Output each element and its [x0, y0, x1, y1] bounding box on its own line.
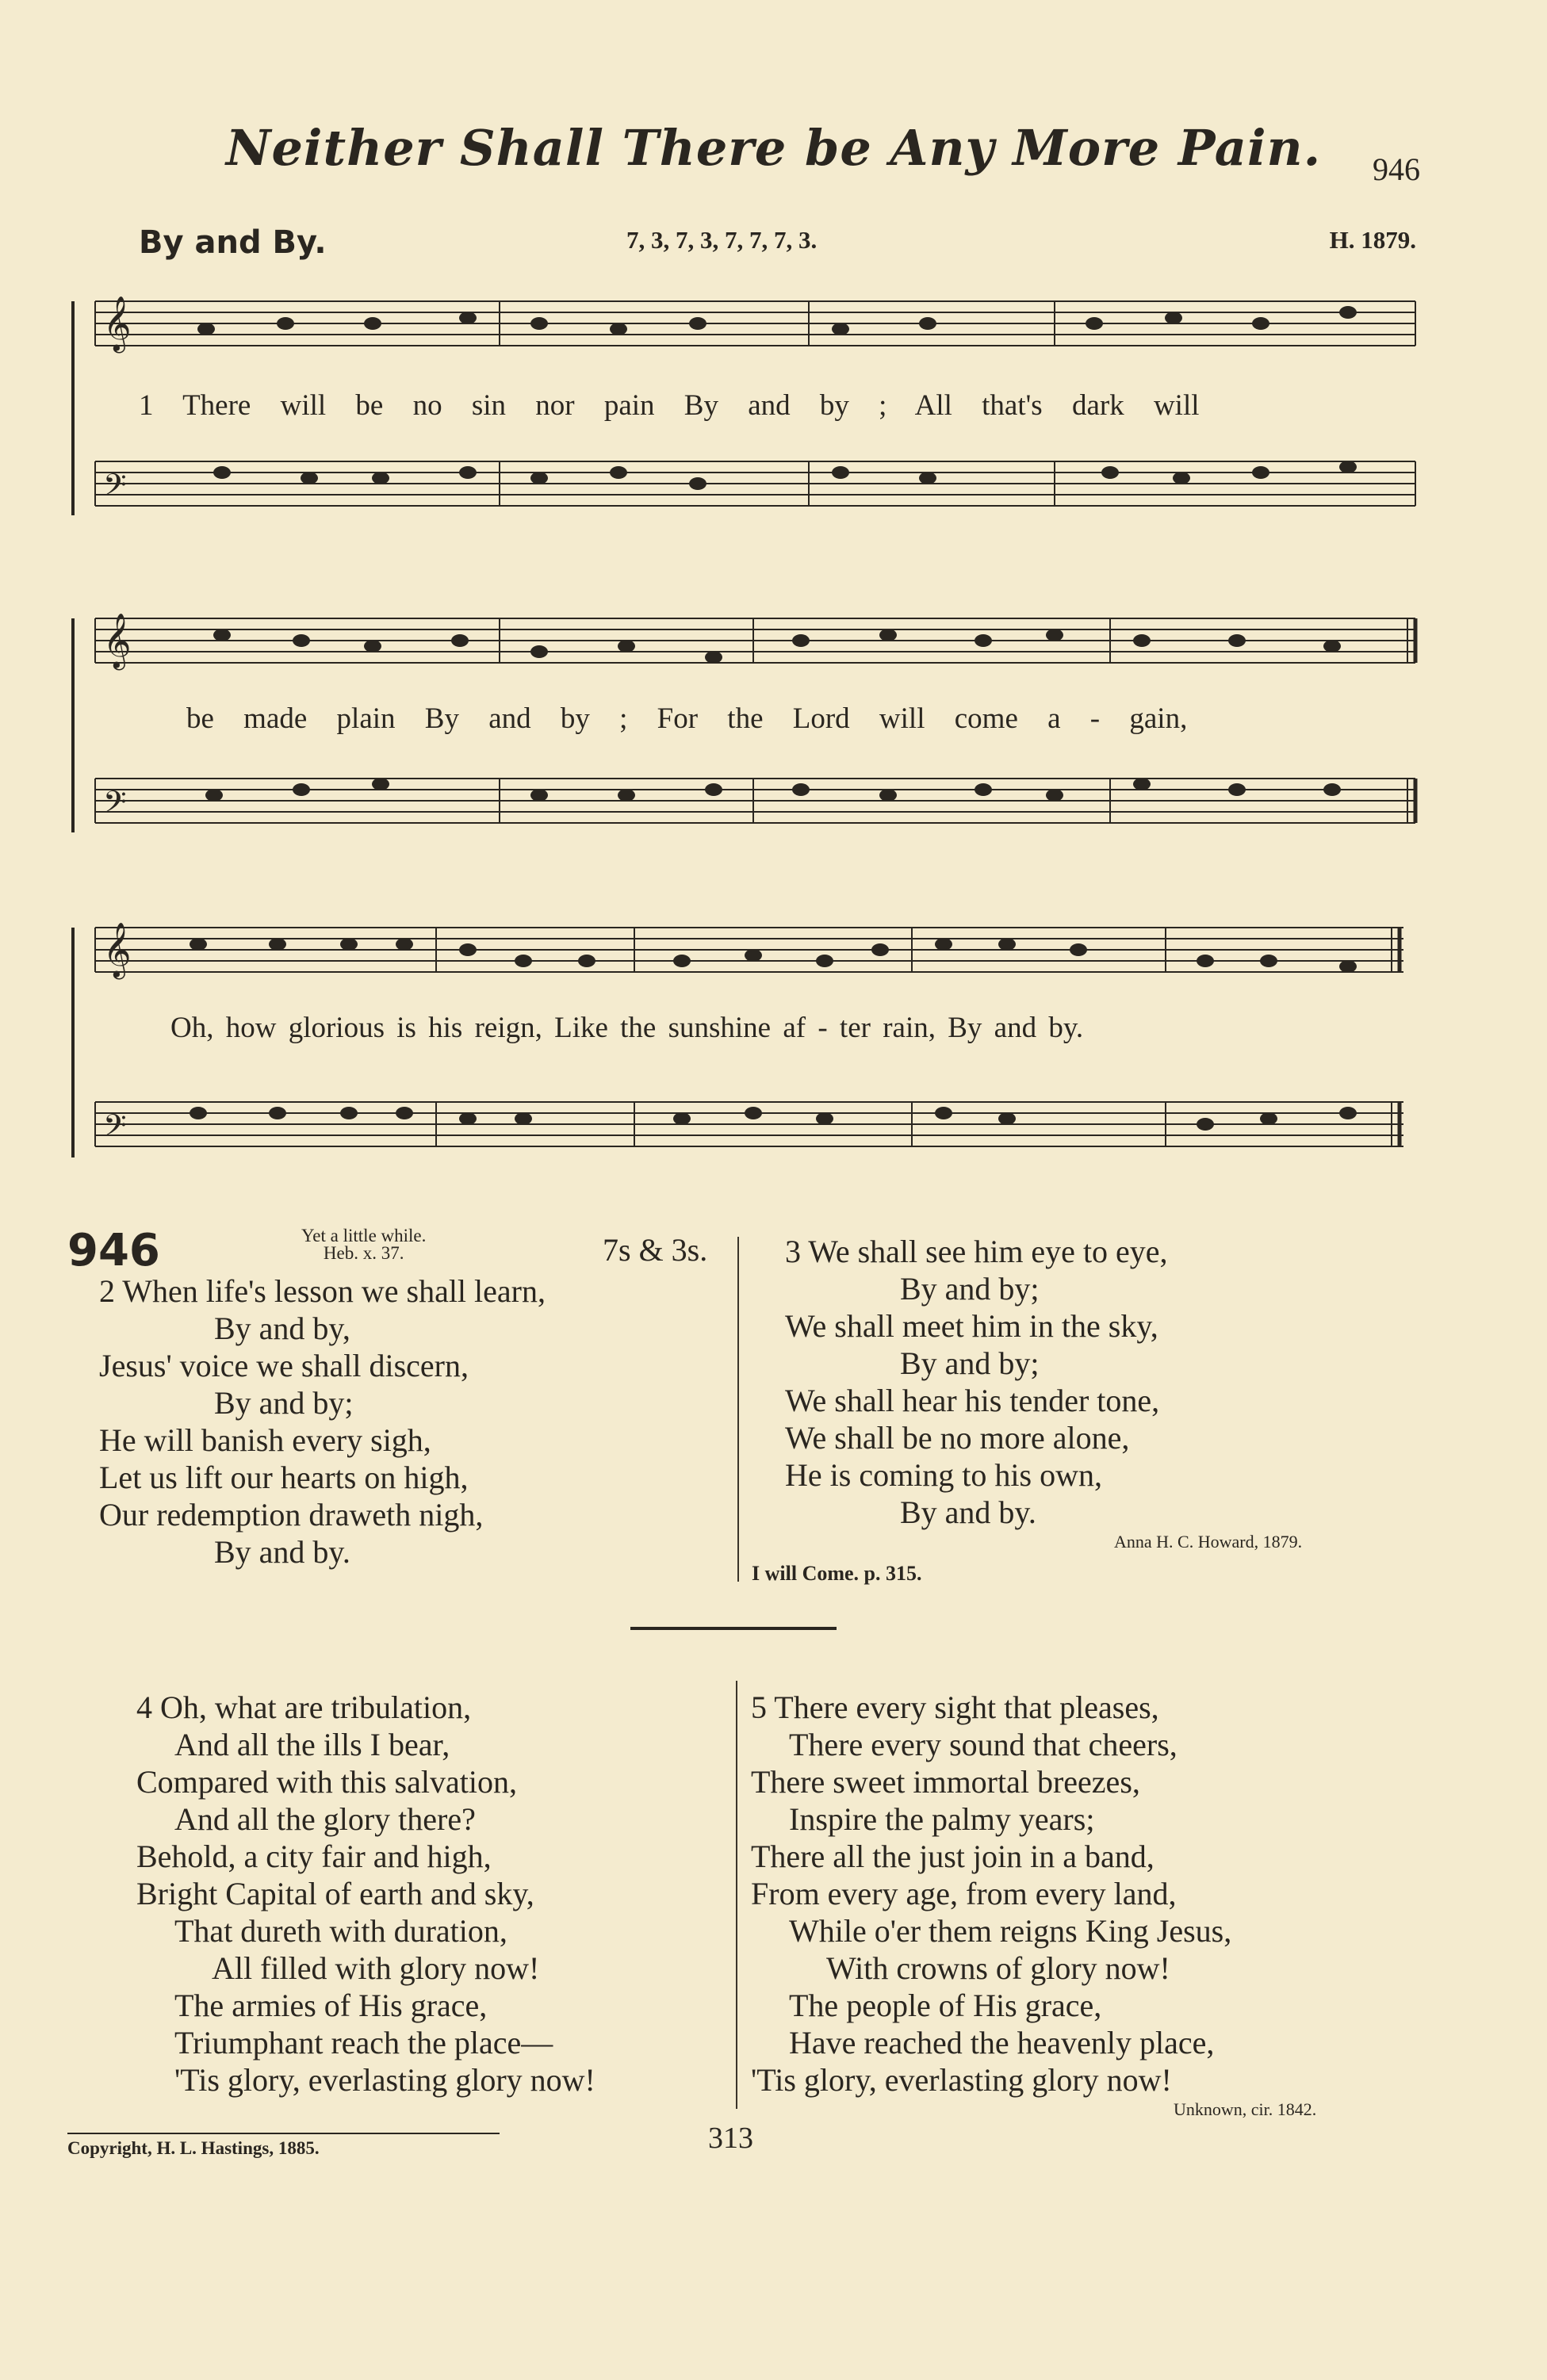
verse-line: By and by,	[214, 1311, 350, 1346]
page-number: 313	[708, 2122, 753, 2155]
verse-line: By and by;	[214, 1385, 354, 1421]
tune-name: By and By.	[139, 224, 327, 261]
verse-line: He will banish every sigh,	[99, 1422, 431, 1458]
verse-line: From every age, from every land,	[751, 1876, 1177, 1911]
hymn-meter: 7s & 3s.	[603, 1232, 708, 1268]
verse-line: He is coming to his own,	[785, 1457, 1102, 1493]
verse-line: By and by;	[900, 1271, 1040, 1307]
verse-line: There every sound that cheers,	[789, 1727, 1177, 1762]
hymn-attribution: Anna H. C. Howard, 1879.	[1114, 1532, 1303, 1552]
verse-4	[136, 1689, 595, 2099]
column-divider-lower	[736, 1681, 737, 2109]
copyright-notice: Copyright, H. L. Hastings, 1885.	[67, 2138, 320, 2158]
verse-line: The people of His grace,	[789, 1988, 1102, 2023]
svg-text:𝄢: 𝄢	[103, 784, 127, 827]
section-rule	[630, 1627, 837, 1630]
verse-line: And all the glory there?	[174, 1801, 476, 1837]
verse-line: There all the just join in a band,	[751, 1839, 1155, 1874]
music-lyric-line-2: be made plain By and by ; For the Lord will come a - gain,	[186, 702, 1188, 735]
page-title: Neither Shall There be Any More Pain.	[225, 119, 1322, 177]
verse-line: 2 When life's lesson we shall learn,	[99, 1273, 546, 1309]
verse-5	[751, 1689, 1231, 2099]
verse-line: 3 We shall see him eye to eye,	[785, 1234, 1168, 1269]
verse-line: While o'er them reigns King Jesus,	[789, 1913, 1232, 1949]
verse-line: Triumphant reach the place—	[174, 2025, 553, 2060]
hymn-subtitle-text: Yet a little while.	[301, 1226, 427, 1245]
verse-line: 5 There every sight that pleases,	[751, 1689, 1159, 1725]
verse-line: By and by;	[900, 1345, 1040, 1381]
verse-line: And all the ills I bear,	[174, 1727, 450, 1762]
verse-line: Our redemption draweth nigh,	[99, 1497, 484, 1532]
music-lyric-line-1: 1 There will be no sin nor pain By and by ; All that's dark will	[139, 389, 1200, 422]
verse-line: By and by.	[900, 1494, 1036, 1530]
footer-rule	[67, 2133, 500, 2134]
verse-line: 4 Oh, what are tribulation,	[136, 1689, 472, 1725]
verse-line: Bright Capital of earth and sky,	[136, 1876, 534, 1911]
verse-line: We shall meet him in the sky,	[785, 1308, 1158, 1344]
svg-text:𝄞: 𝄞	[103, 922, 132, 978]
verse-line: Inspire the palmy years;	[789, 1801, 1095, 1837]
verse-line: We shall be no more alone,	[785, 1420, 1130, 1456]
hymn-scripture-text: Heb. x. 37.	[323, 1243, 404, 1263]
verse-line: The armies of His grace,	[174, 1988, 488, 2023]
verse-line: Let us lift our hearts on high,	[99, 1460, 469, 1495]
svg-text:𝄢: 𝄢	[103, 1108, 127, 1150]
verse-line: That dureth with duration,	[174, 1913, 507, 1949]
svg-text:𝄞: 𝄞	[103, 296, 132, 351]
tune-date: H. 1879.	[1329, 226, 1416, 254]
second-hymn-attribution: Unknown, cir. 1842.	[1174, 2099, 1317, 2119]
verse-line: Have reached the heavenly place,	[789, 2025, 1215, 2060]
verse-line: There sweet immortal breezes,	[751, 1764, 1140, 1800]
verse-line: Behold, a city fair and high,	[136, 1839, 492, 1874]
verse-line: We shall hear his tender tone,	[785, 1383, 1160, 1418]
hymn-number: 946	[67, 1225, 160, 1276]
verse-line: Jesus' voice we shall discern,	[99, 1348, 469, 1383]
verse-line: All filled with glory now!	[212, 1950, 540, 1986]
verse-line: By and by.	[214, 1534, 350, 1570]
verse-line: 'Tis glory, everlasting glory now!	[174, 2062, 595, 2098]
verse-3	[785, 1233, 1168, 1531]
column-divider-upper	[737, 1237, 739, 1582]
verse-line: 'Tis glory, everlasting glory now!	[751, 2062, 1172, 2098]
cross-reference: I will Come. p. 315.	[752, 1562, 922, 1585]
tune-meter: 7, 3, 7, 3, 7, 7, 7, 3.	[626, 226, 818, 254]
verse-line: With crowns of glory now!	[826, 1950, 1170, 1986]
verse-2	[99, 1272, 546, 1571]
svg-text:𝄢: 𝄢	[103, 467, 127, 510]
svg-text:𝄞: 𝄞	[103, 613, 132, 668]
hymn-scripture-reference	[301, 1227, 426, 1262]
verse-line: Compared with this salvation,	[136, 1764, 517, 1800]
music-lyric-line-3: Oh, how glorious is his reign, Like the sunshine af - ter rain, By and by.	[170, 1012, 1084, 1044]
hymn-page-number: 946	[1373, 151, 1420, 187]
